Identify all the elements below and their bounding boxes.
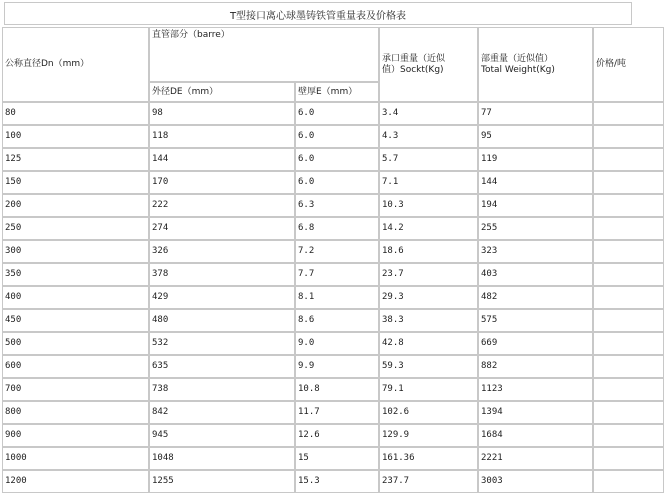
cell-total: 194 xyxy=(478,194,593,217)
cell-price xyxy=(593,194,664,217)
cell-wall: 9.0 xyxy=(295,332,379,355)
cell-socket: 7.1 xyxy=(379,171,478,194)
cell-socket: 14.2 xyxy=(379,217,478,240)
cell-wall: 8.6 xyxy=(295,309,379,332)
header-total-weight xyxy=(478,27,593,102)
cell-wall: 6.0 xyxy=(295,171,379,194)
cell-total: 2221 xyxy=(478,447,593,470)
table-row xyxy=(2,424,664,447)
cell-price xyxy=(593,309,664,332)
cell-dn: 500 xyxy=(2,332,149,355)
cell-price xyxy=(593,125,664,148)
header-socket-weight xyxy=(379,27,478,102)
cell-total: 669 xyxy=(478,332,593,355)
cell-price xyxy=(593,263,664,286)
header-total-line1: 部重量（近似值） xyxy=(481,53,554,64)
table-row xyxy=(2,401,664,424)
cell-od: 1048 xyxy=(149,447,295,470)
cell-dn: 900 xyxy=(2,424,149,447)
header-wall-thickness: 壁厚E（mm） xyxy=(295,82,379,102)
cell-dn: 1000 xyxy=(2,447,149,470)
cell-socket: 79.1 xyxy=(379,378,478,401)
cell-total: 882 xyxy=(478,355,593,378)
cell-socket: 161.36 xyxy=(379,447,478,470)
cell-price xyxy=(593,286,664,309)
cell-od: 738 xyxy=(149,378,295,401)
cell-price xyxy=(593,171,664,194)
cell-total: 255 xyxy=(478,217,593,240)
cell-socket: 38.3 xyxy=(379,309,478,332)
cell-socket: 237.7 xyxy=(379,470,478,493)
table-row xyxy=(2,332,664,355)
cell-dn: 800 xyxy=(2,401,149,424)
cell-price xyxy=(593,470,664,493)
cell-od: 222 xyxy=(149,194,295,217)
cell-od: 98 xyxy=(149,102,295,125)
header-price: 价格/吨 xyxy=(593,27,664,102)
table-row xyxy=(2,240,664,263)
table-row xyxy=(2,171,664,194)
cell-socket: 102.6 xyxy=(379,401,478,424)
table-row xyxy=(2,102,664,125)
cell-wall: 6.0 xyxy=(295,125,379,148)
cell-price xyxy=(593,102,664,125)
cell-price xyxy=(593,332,664,355)
cell-price xyxy=(593,424,664,447)
header-dn: 公称直径Dn（mm） xyxy=(2,27,149,102)
header-total-line2: Total Weight(Kg) xyxy=(481,64,555,75)
cell-wall: 9.9 xyxy=(295,355,379,378)
cell-total: 323 xyxy=(478,240,593,263)
table-row xyxy=(2,194,664,217)
table-row xyxy=(2,263,664,286)
cell-od: 842 xyxy=(149,401,295,424)
cell-dn: 125 xyxy=(2,148,149,171)
cell-total: 144 xyxy=(478,171,593,194)
header-outer-diameter: 外径DE（mm） xyxy=(149,82,295,102)
cell-dn: 450 xyxy=(2,309,149,332)
cell-dn: 300 xyxy=(2,240,149,263)
cell-dn: 200 xyxy=(2,194,149,217)
table-row xyxy=(2,217,664,240)
table-row xyxy=(2,355,664,378)
cell-total: 3003 xyxy=(478,470,593,493)
header-socket-line1: 承口重量（近似 xyxy=(382,53,446,64)
table-row xyxy=(2,470,664,493)
cell-socket: 23.7 xyxy=(379,263,478,286)
table-row xyxy=(2,447,664,470)
table-title: T型接口离心球墨铸铁管重量表及价格表 xyxy=(229,11,407,22)
cell-dn: 100 xyxy=(2,125,149,148)
table-row xyxy=(2,148,664,171)
cell-total: 403 xyxy=(478,263,593,286)
header-socket-line2: 值）Sockt(Kg) xyxy=(382,64,444,75)
cell-wall: 15 xyxy=(295,447,379,470)
cell-dn: 400 xyxy=(2,286,149,309)
table-row xyxy=(2,125,664,148)
cell-socket: 59.3 xyxy=(379,355,478,378)
cell-total: 95 xyxy=(478,125,593,148)
cell-total: 77 xyxy=(478,102,593,125)
pipe-weight-table xyxy=(2,27,664,493)
cell-dn: 150 xyxy=(2,171,149,194)
cell-socket: 5.7 xyxy=(379,148,478,171)
cell-wall: 6.0 xyxy=(295,148,379,171)
table-title-box xyxy=(4,2,632,25)
cell-total: 482 xyxy=(478,286,593,309)
cell-dn: 250 xyxy=(2,217,149,240)
cell-od: 274 xyxy=(149,217,295,240)
cell-total: 1684 xyxy=(478,424,593,447)
header-straight-section: 直管部分（barre） xyxy=(149,27,379,82)
cell-wall: 11.7 xyxy=(295,401,379,424)
table-row xyxy=(2,309,664,332)
cell-price xyxy=(593,447,664,470)
cell-total: 1123 xyxy=(478,378,593,401)
cell-od: 945 xyxy=(149,424,295,447)
cell-price xyxy=(593,355,664,378)
cell-od: 326 xyxy=(149,240,295,263)
cell-price xyxy=(593,378,664,401)
cell-price xyxy=(593,148,664,171)
cell-total: 1394 xyxy=(478,401,593,424)
table-row xyxy=(2,286,664,309)
cell-wall: 10.8 xyxy=(295,378,379,401)
cell-socket: 129.9 xyxy=(379,424,478,447)
cell-wall: 12.6 xyxy=(295,424,379,447)
cell-od: 1255 xyxy=(149,470,295,493)
cell-od: 170 xyxy=(149,171,295,194)
cell-wall: 6.8 xyxy=(295,217,379,240)
cell-socket: 18.6 xyxy=(379,240,478,263)
cell-wall: 7.2 xyxy=(295,240,379,263)
cell-wall: 8.1 xyxy=(295,286,379,309)
cell-od: 144 xyxy=(149,148,295,171)
cell-socket: 42.8 xyxy=(379,332,478,355)
cell-dn: 700 xyxy=(2,378,149,401)
cell-socket: 4.3 xyxy=(379,125,478,148)
table-row xyxy=(2,378,664,401)
cell-od: 378 xyxy=(149,263,295,286)
cell-total: 575 xyxy=(478,309,593,332)
cell-od: 118 xyxy=(149,125,295,148)
cell-od: 429 xyxy=(149,286,295,309)
cell-wall: 6.3 xyxy=(295,194,379,217)
cell-dn: 80 xyxy=(2,102,149,125)
cell-wall: 6.0 xyxy=(295,102,379,125)
cell-wall: 7.7 xyxy=(295,263,379,286)
cell-price xyxy=(593,217,664,240)
cell-od: 480 xyxy=(149,309,295,332)
cell-price xyxy=(593,401,664,424)
cell-socket: 29.3 xyxy=(379,286,478,309)
cell-od: 532 xyxy=(149,332,295,355)
cell-socket: 3.4 xyxy=(379,102,478,125)
cell-total: 119 xyxy=(478,148,593,171)
cell-socket: 10.3 xyxy=(379,194,478,217)
cell-dn: 1200 xyxy=(2,470,149,493)
cell-od: 635 xyxy=(149,355,295,378)
cell-price xyxy=(593,240,664,263)
cell-wall: 15.3 xyxy=(295,470,379,493)
cell-dn: 600 xyxy=(2,355,149,378)
cell-dn: 350 xyxy=(2,263,149,286)
